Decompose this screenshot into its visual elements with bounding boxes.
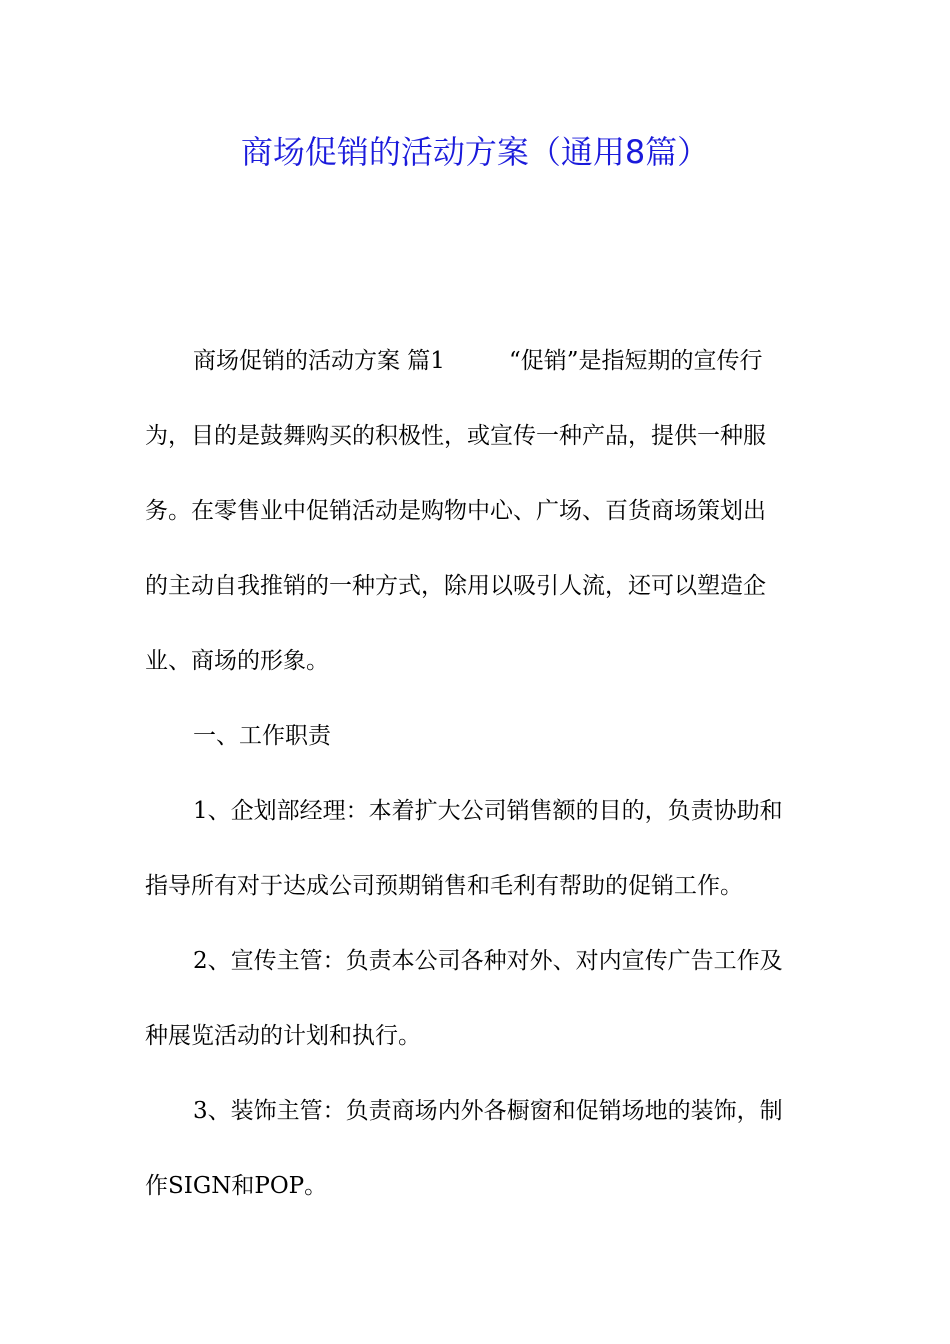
duty-item-2-line-0: 2、宣传主管：负责本公司各种对外、对内宣传广告工作及 — [193, 948, 783, 974]
document-title: 商场促销的活动方案（通用8篇） — [240, 133, 710, 171]
duty-item-3-line-0: 3、装饰主管：负责商场内外各橱窗和促销场地的装饰，制 — [193, 1098, 783, 1124]
duty-item-3-line-1: 作SIGN和POP。 — [145, 1173, 328, 1199]
intro-heading: 商场促销的活动方案 篇1 — [193, 348, 445, 374]
document-body — [145, 338, 810, 1209]
duty-item-1-line-0: 1、企划部经理：本着扩大公司销售额的目的，负责协助和 — [193, 798, 783, 824]
intro-line-3: 的主动自我推销的一种方式，除用以吸引人流，还可以塑造企 — [145, 573, 766, 599]
section-heading: 一、工作职责 — [193, 723, 331, 749]
intro-line-1: 为，目的是鼓舞购买的积极性，或宣传一种产品，提供一种服 — [145, 423, 766, 449]
duty-item-2-line-1: 种展览活动的计划和执行。 — [145, 1023, 421, 1049]
duty-item-1 — [145, 788, 810, 909]
intro-first-line — [145, 338, 810, 384]
intro-paragraph — [145, 338, 810, 684]
intro-line-4: 业、商场的形象。 — [145, 648, 329, 674]
duty-item-1-line-1: 指导所有对于达成公司预期销售和毛利有帮助的促销工作。 — [145, 873, 743, 899]
intro-line-2: 务。在零售业中促销活动是购物中心、广场、百货商场策划出 — [145, 498, 766, 524]
intro-line-0: “促销”是指短期的宣传行 — [508, 348, 763, 374]
duty-item-2 — [145, 938, 810, 1059]
duty-item-3 — [145, 1088, 810, 1209]
section-heading-paragraph — [145, 713, 810, 759]
